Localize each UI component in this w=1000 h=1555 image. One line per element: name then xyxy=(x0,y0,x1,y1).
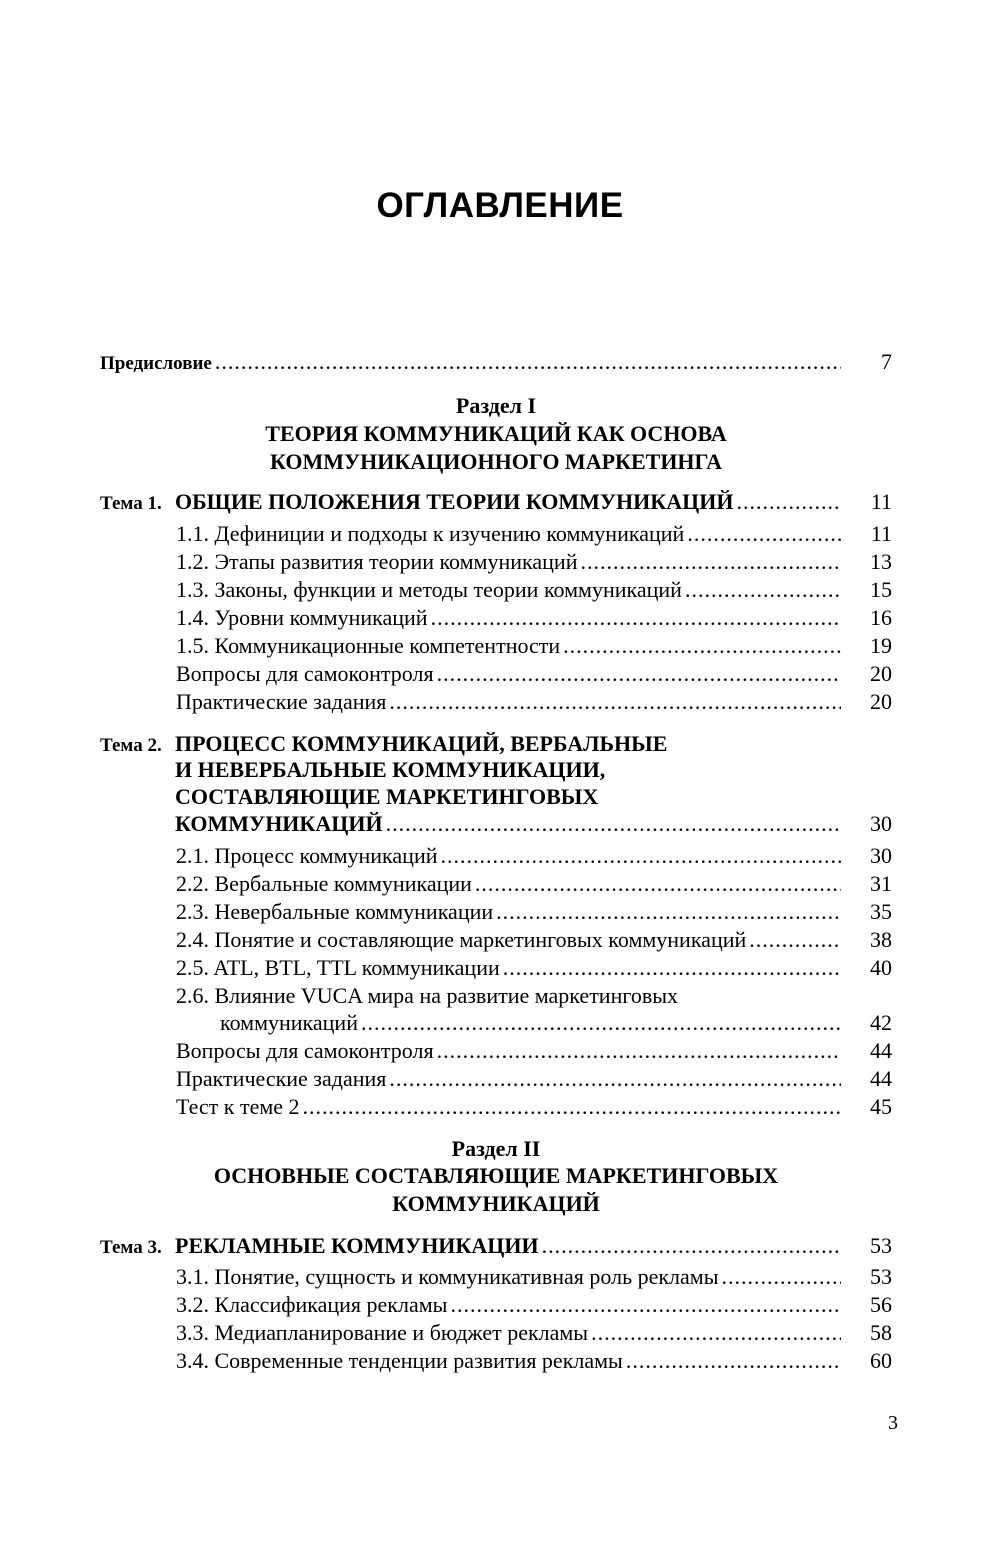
leader-dots xyxy=(386,810,841,838)
toc-entry-label: 3.4. Современные тенденции развития рекламы xyxy=(176,1348,623,1373)
leader-dots xyxy=(687,520,841,548)
toc-entry-label: 3.2. Классификация рекламы xyxy=(176,1292,448,1317)
toc-entry-label: 2.5. ATL, BTL, TTL коммуникации xyxy=(176,955,500,980)
toc-entry[interactable] xyxy=(176,954,892,982)
toc-entry-page: 11 xyxy=(870,521,892,546)
topic-title: РЕКЛАМНЫЕ КОММУНИКАЦИИ xyxy=(175,1233,539,1258)
toc-entry[interactable] xyxy=(176,1065,892,1093)
toc-entry[interactable] xyxy=(176,842,892,870)
toc-entry-page: 11 xyxy=(870,489,892,514)
toc-entry-label: 3.1. Понятие, сущность и коммуникативная роль рекламы xyxy=(176,1264,719,1289)
toc-entry-page: 30 xyxy=(870,811,892,836)
toc-entry[interactable] xyxy=(176,1037,892,1065)
toc-topic-3[interactable] xyxy=(100,1232,892,1260)
toc-topic-1[interactable] xyxy=(100,488,892,516)
toc-entry-page: 7 xyxy=(881,349,892,374)
toc-entry-page: 53 xyxy=(870,1264,892,1289)
toc-entry[interactable] xyxy=(176,1263,892,1291)
toc-entry[interactable] xyxy=(176,548,892,576)
toc-entry-label: 1.2. Этапы развития теории коммуникаций xyxy=(176,549,578,574)
leader-dots xyxy=(215,348,841,376)
toc-entry-page: 60 xyxy=(870,1348,892,1373)
toc-entry-label-cont: коммуникаций xyxy=(220,1010,358,1035)
toc-entry[interactable] xyxy=(176,926,892,954)
leader-dots xyxy=(542,1232,841,1260)
toc-entry[interactable] xyxy=(176,520,892,548)
section-title-line: КОММУНИКАЦИОННОГО МАРКЕТИНГА xyxy=(269,449,723,474)
leader-dots xyxy=(431,604,841,632)
leader-dots xyxy=(503,954,841,982)
toc-entry[interactable] xyxy=(176,604,892,632)
leader-dots xyxy=(450,1291,841,1319)
toc-entry[interactable] xyxy=(176,1347,892,1375)
toc-entry-page: 20 xyxy=(870,661,892,686)
toc-entry-label: 1.3. Законы, функции и методы теории коммуникаций xyxy=(176,577,682,602)
leader-dots xyxy=(626,1347,841,1375)
toc-entry-preface[interactable] xyxy=(100,348,892,376)
leader-dots xyxy=(749,926,841,954)
toc-entry[interactable] xyxy=(176,632,892,660)
toc-entry-label: Вопросы для самоконтроля xyxy=(176,1038,434,1063)
section-label: Раздел II xyxy=(451,1136,541,1161)
topic-title: ОБЩИЕ ПОЛОЖЕНИЯ ТЕОРИИ КОММУНИКАЦИЙ xyxy=(175,489,734,514)
toc-entry-page: 44 xyxy=(870,1038,892,1063)
toc-entry-page: 30 xyxy=(870,843,892,868)
toc-entry-label: Тест к теме 2 xyxy=(176,1094,300,1119)
toc-entry[interactable] xyxy=(176,1093,892,1121)
toc-entry-label: 2.3. Невербальные коммуникации xyxy=(176,899,494,924)
toc-entry[interactable] xyxy=(176,660,892,688)
toc-entry-page: 44 xyxy=(870,1066,892,1091)
leader-dots xyxy=(389,688,841,716)
leader-dots xyxy=(437,660,841,688)
leader-dots xyxy=(736,488,841,516)
section-label: Раздел I xyxy=(455,393,537,418)
toc-entry-page: 42 xyxy=(870,1010,892,1035)
section-title-line: ТЕОРИЯ КОММУНИКАЦИЙ КАК ОСНОВА xyxy=(265,421,727,446)
toc-entry-label: Практические задания xyxy=(176,1066,387,1091)
leader-dots xyxy=(361,1009,841,1037)
leader-dots xyxy=(580,548,841,576)
topic-title-line: ПРОЦЕСС КОММУНИКАЦИЙ, ВЕРБАЛЬНЫЕ xyxy=(175,731,668,756)
leader-dots xyxy=(303,1093,841,1121)
topic-title-line: И НЕВЕРБАЛЬНЫЕ КОММУНИКАЦИИ, xyxy=(175,757,606,782)
section-title-line: КОММУНИКАЦИЙ xyxy=(392,1191,600,1216)
toc-entry-page: 53 xyxy=(870,1233,892,1258)
toc-entry-page: 19 xyxy=(870,633,892,658)
leader-dots xyxy=(475,870,841,898)
topic-lead: Тема 1. xyxy=(100,493,162,514)
toc-entry-label: Практические задания xyxy=(176,689,387,714)
leader-dots xyxy=(591,1319,841,1347)
toc-entry[interactable] xyxy=(220,1009,892,1037)
toc-entry-label: 1.4. Уровни коммуникаций xyxy=(176,605,428,630)
topic-heading xyxy=(100,1232,539,1262)
toc-entry-page: 45 xyxy=(870,1094,892,1119)
toc-topic-2[interactable] xyxy=(175,810,892,838)
toc-entry-label: Предисловие xyxy=(100,353,212,374)
leader-dots xyxy=(563,632,841,660)
toc-entry-label: 2.1. Процесс коммуникаций xyxy=(176,843,438,868)
topic-lead: Тема 2. xyxy=(100,735,162,756)
toc-entry[interactable] xyxy=(176,898,892,926)
toc-entry-label: 3.3. Медиапланирование и бюджет рекламы xyxy=(176,1320,589,1345)
page-title: ОГЛАВЛЕНИЕ xyxy=(376,186,624,225)
toc-entry-page: 38 xyxy=(870,927,892,952)
toc-entry-page: 40 xyxy=(870,955,892,980)
toc-entry-label: 2.4. Понятие и составляющие маркетинговых коммуникаций xyxy=(176,927,747,952)
toc-entry-label: 1.1. Дефиниции и подходы к изучению коммуникаций xyxy=(176,521,685,546)
toc-entry[interactable] xyxy=(176,576,892,604)
topic-lead: Тема 3. xyxy=(100,1237,162,1258)
toc-entry-page: 58 xyxy=(870,1320,892,1345)
section-title-line: ОСНОВНЫЕ СОСТАВЛЯЮЩИЕ МАРКЕТИНГОВЫХ xyxy=(213,1163,779,1188)
topic-title-line: КОММУНИКАЦИЙ xyxy=(175,811,383,836)
toc-entry[interactable] xyxy=(176,870,892,898)
toc-entry[interactable] xyxy=(176,688,892,716)
toc-entry-label: 2.2. Вербальные коммуникации xyxy=(176,871,472,896)
topic-heading xyxy=(100,488,733,518)
toc-entry[interactable] xyxy=(176,1291,892,1319)
toc-entry-page: 31 xyxy=(870,871,892,896)
page-number: 3 xyxy=(888,1412,898,1434)
toc-entry-label: 2.6. Влияние VUCA мира на развитие маркетинговых xyxy=(176,983,678,1008)
toc-entry-page: 13 xyxy=(870,549,892,574)
toc-entry-page: 20 xyxy=(870,689,892,714)
leader-dots xyxy=(437,1037,841,1065)
leader-dots xyxy=(389,1065,841,1093)
toc-entry[interactable] xyxy=(176,1319,892,1347)
toc-entry-label: Вопросы для самоконтроля xyxy=(176,661,434,686)
toc-entry-page: 16 xyxy=(870,605,892,630)
toc-entry-page: 35 xyxy=(870,899,892,924)
toc-entry-label: 1.5. Коммуникационные компетентности xyxy=(176,633,561,658)
toc-entry-page: 56 xyxy=(870,1292,892,1317)
leader-dots xyxy=(722,1263,841,1291)
leader-dots xyxy=(441,842,842,870)
leader-dots xyxy=(496,898,841,926)
toc-entry-page: 15 xyxy=(870,577,892,602)
topic-title-line: СОСТАВЛЯЮЩИЕ МАРКЕТИНГОВЫХ xyxy=(175,784,599,809)
leader-dots xyxy=(685,576,841,604)
